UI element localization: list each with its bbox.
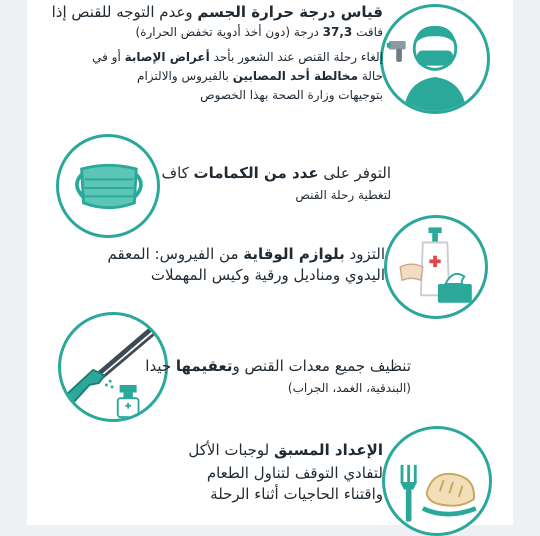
section-5-text (123, 440, 383, 505)
text-line (145, 356, 411, 377)
body-text: لوجبات الأكل (188, 441, 274, 459)
text-line (33, 23, 383, 42)
thermometer-mask-person-icon (380, 4, 490, 114)
sanitizer-tissues-icon (384, 215, 488, 319)
body-text: حالة (358, 69, 383, 83)
section-1-text (33, 2, 383, 105)
emphasis-text: عدد من الكمامات (193, 164, 319, 182)
text-line (171, 186, 391, 205)
body-text: بالفيروس والالتزام (137, 69, 233, 83)
text-line (33, 48, 383, 67)
emphasis-text: مخالطة أحد المصابين (232, 69, 359, 83)
body-text: بتوجيهات وزارة الصحة بهذا الخصوص (200, 88, 383, 102)
body-text: كاف (161, 164, 194, 182)
emphasis-text: أعراض الإصابة (124, 50, 210, 64)
text-line (151, 379, 411, 398)
body-text: تنظيف جميع معدات القنص و (232, 357, 411, 375)
section-2-text (161, 163, 391, 205)
body-text: فاقت (352, 25, 383, 39)
fork-bread-icon (382, 426, 492, 536)
body-text: لتفادي التوقف لتناول الطعام (206, 464, 383, 482)
body-text: جيدا (145, 357, 176, 375)
body-text: إلغاء رحلة القنص عند الشعور بأحد (209, 50, 383, 64)
text-line (161, 163, 391, 184)
body-text: واقتناء الحاجيات أثناء الرحلة (210, 485, 383, 503)
body-text: (البندقية، الغمد، الجراب) (287, 381, 411, 395)
page (27, 0, 513, 525)
body-text: درجة (دون أخذ أدوية تخفض الحرارة) (135, 25, 323, 39)
emphasis-text: الإعداد المسبق (273, 441, 383, 459)
section-3-text (85, 244, 385, 286)
body-text: لتغطية رحلة القنص (295, 188, 391, 202)
text-line (123, 463, 383, 484)
emphasis-text: قياس درجة حرارة الجسم (197, 3, 383, 21)
section-4-text (145, 356, 411, 398)
body-text: التوفر على (318, 164, 391, 182)
emphasis-text: 37,3 (322, 25, 353, 39)
text-line (123, 440, 383, 461)
emphasis-text: تعقيمها (175, 357, 233, 375)
text-line (85, 244, 385, 265)
body-text: اليدوي ومناديل ورقية وكيس المهملات (150, 266, 385, 284)
face-mask-icon (56, 134, 160, 238)
body-text: وعدم التوجه للقنص إذا (51, 3, 198, 21)
text-line (33, 86, 383, 105)
body-text: أو في (92, 50, 125, 64)
body-text: التزود (344, 245, 385, 263)
text-line (85, 265, 385, 286)
text-line (33, 67, 383, 86)
body-text: من الفيروس: المعقم (107, 245, 244, 263)
text-line (123, 484, 383, 505)
text-line (33, 2, 383, 23)
emphasis-text: بلوازم الوقاية (243, 245, 345, 263)
